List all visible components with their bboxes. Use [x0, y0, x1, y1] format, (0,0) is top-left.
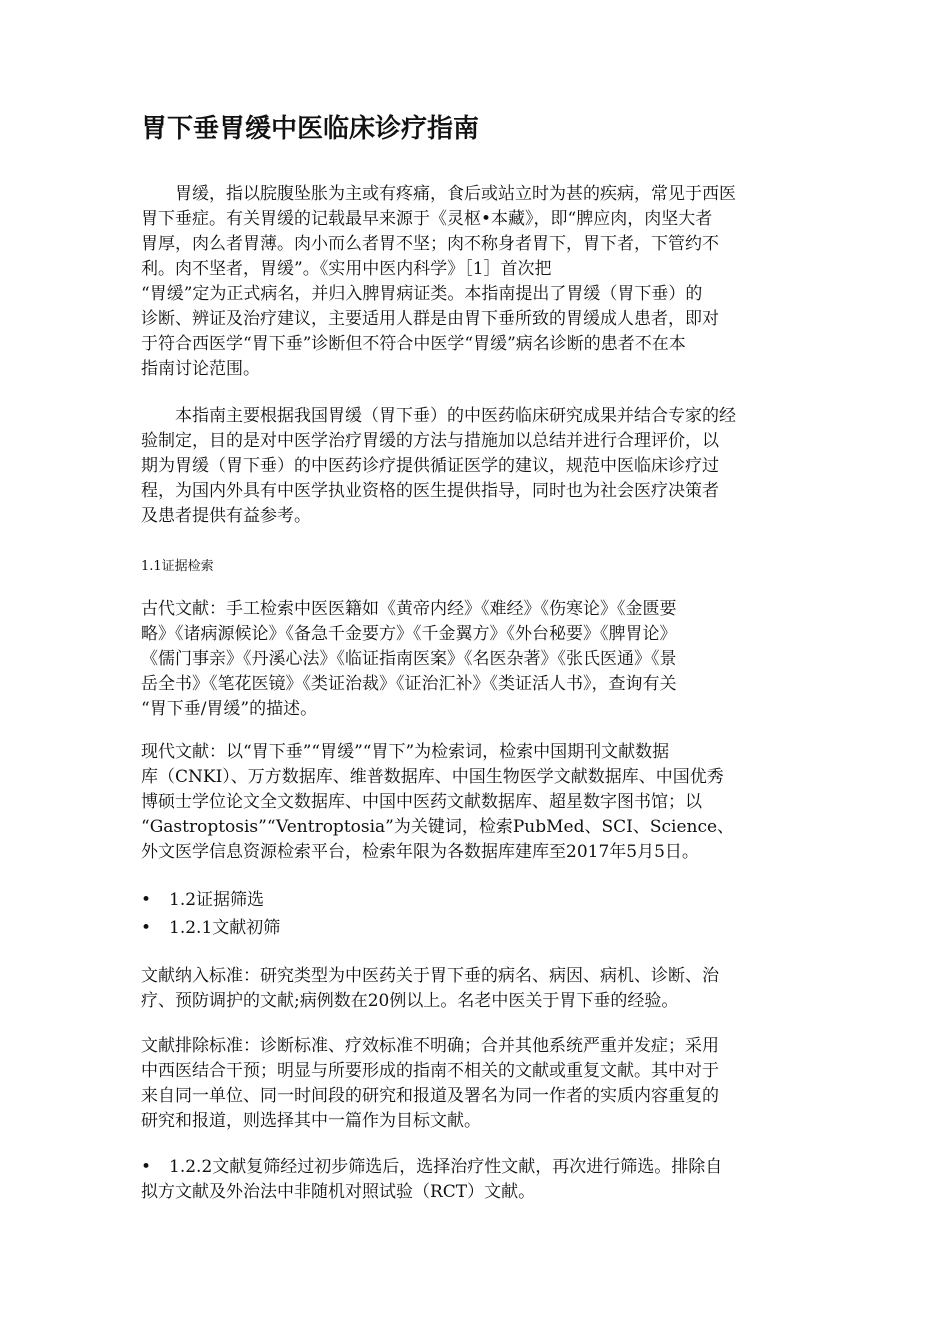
text-line: 来自同一单位、同一时间段的研究和报道及署名为同一作者的实质内容重复的: [141, 1086, 719, 1106]
text-line: 现代文献：以“胃下垂”“胃缓”“胃下”为检索词，检索中国期刊文献数据: [141, 742, 670, 762]
section-heading-1-1: 1.1证据检索: [141, 559, 214, 574]
inclusion-criteria-paragraph: [141, 964, 809, 1014]
text-line: 古代文献：手工检索中医医籍如《黄帝内经》《难经》《伤寒论》《金匮要: [141, 599, 677, 619]
basis-paragraph: [141, 404, 809, 529]
text-line: 于符合西医学“胃下垂”诊断但不符合中医学“胃缓”病名诊断的患者不在本: [141, 334, 686, 354]
list-item-text: 1.2证据筛选: [169, 890, 265, 910]
list-item: [141, 916, 280, 941]
modern-literature-paragraph: [141, 740, 809, 865]
text-line: 本指南主要根据我国胃缓（胃下垂）的中医药临床研究成果并结合专家的经: [175, 406, 736, 426]
text-line: 诊断、辨证及治疗建议，主要适用人群是由胃下垂所致的胃缓成人患者，即对: [141, 309, 719, 329]
text-line: 指南讨论范围。: [141, 359, 260, 379]
text-line: 胃厚，肉么者胃薄。肉小而么者胃不坚；肉不称身者胃下，胃下者，下管约不: [141, 234, 719, 254]
text-line: “Gastroptosis”“Ventroptosia”为关键词，检索PubMed、SCI、Science、: [141, 817, 735, 837]
text-line: “胃缓”定为正式病名，并归入脾胃病证类。本指南提出了胃缓（胃下垂）的: [141, 284, 703, 304]
text-line: 中西医结合干预；明显与所要形成的指南不相关的文献或重复文献。其中对于: [141, 1061, 719, 1081]
list-item: [141, 888, 264, 913]
list-item: [141, 1155, 809, 1205]
text-line: 库（CNKI）、万方数据库、维普数据库、中国生物医学文献数据库、中国优秀: [141, 767, 724, 787]
text-line: 程，为国内外具有中医学执业资格的医生提供指导，同时也为社会医疗决策者: [141, 481, 719, 501]
document-title: 胃下垂胃缓中医临床诊疗指南: [141, 114, 480, 144]
bullet-icon: •: [141, 1157, 152, 1177]
bullet-icon: •: [141, 918, 152, 938]
text-line: 胃缓，指以脘腹坠胀为主或有疼痛，食后或站立时为甚的疾病，常见于西医: [175, 184, 736, 204]
list-item-text: 1.2.1文献初筛: [169, 918, 281, 938]
text-line: 外文医学信息资源检索平台，检索年限为各数据库建库至2017年5月5日。: [141, 842, 699, 862]
text-line: [141, 1155, 809, 1180]
text-line: 利。肉不坚者，胃缓”。《实用中医内科学》［1］首次把: [141, 259, 552, 279]
exclusion-criteria-paragraph: [141, 1034, 809, 1134]
text-line: 《儒门事亲》《丹溪心法》《临证指南医案》《名医杂著》《张氏医通》《景: [141, 649, 677, 669]
text-line: 期为胃缓（胃下垂）的中医药诊疗提供循证医学的建议，规范中医临床诊疗过: [141, 456, 719, 476]
text-line: 胃下垂症。有关胃缓的记载最早来源于《灵枢•本藏》，即“脾应肉，肉坚大者: [141, 209, 713, 229]
ancient-literature-paragraph: [141, 597, 809, 722]
text-line: 疗、预防调护的文献;病例数在20例以上。名老中医关于胃下垂的经验。: [141, 991, 679, 1011]
text-line: 文献纳入标准：研究类型为中医药关于胃下垂的病名、病因、病机、诊断、治: [141, 966, 719, 986]
text-line: 及患者提供有益参考。: [141, 506, 311, 526]
text-line: “胃下垂/胃缓”的描述。: [141, 699, 318, 719]
text-line: 岳全书》《笔花医镜》《类证治裁》《证治汇补》《类证活人书》，查询有关: [141, 674, 677, 694]
text-line: 拟方文献及外治法中非随机对照试验（RCT）文献。: [141, 1182, 536, 1202]
bullet-icon: •: [141, 890, 152, 910]
intro-paragraph: [141, 182, 809, 382]
text-line: 验制定，目的是对中医学治疗胃缓的方法与措施加以总结并进行合理评价，以: [141, 431, 719, 451]
text-line: 研究和报道，则选择其中一篇作为目标文献。: [141, 1111, 481, 1131]
text-line: 博硕士学位论文全文数据库、中国中医药文献数据库、超星数字图书馆；以: [141, 792, 702, 812]
text-line: 略》《诸病源候论》《备急千金要方》《千金翼方》《外台秘要》《脾胃论》: [141, 624, 677, 644]
text-line: 文献排除标准：诊断标准、疗效标准不明确；合并其他系统严重并发症；采用: [141, 1036, 719, 1056]
list-item-text: 1.2.2文献复筛经过初步筛选后，选择治疗性文献，再次进行筛选。排除自: [169, 1157, 723, 1177]
